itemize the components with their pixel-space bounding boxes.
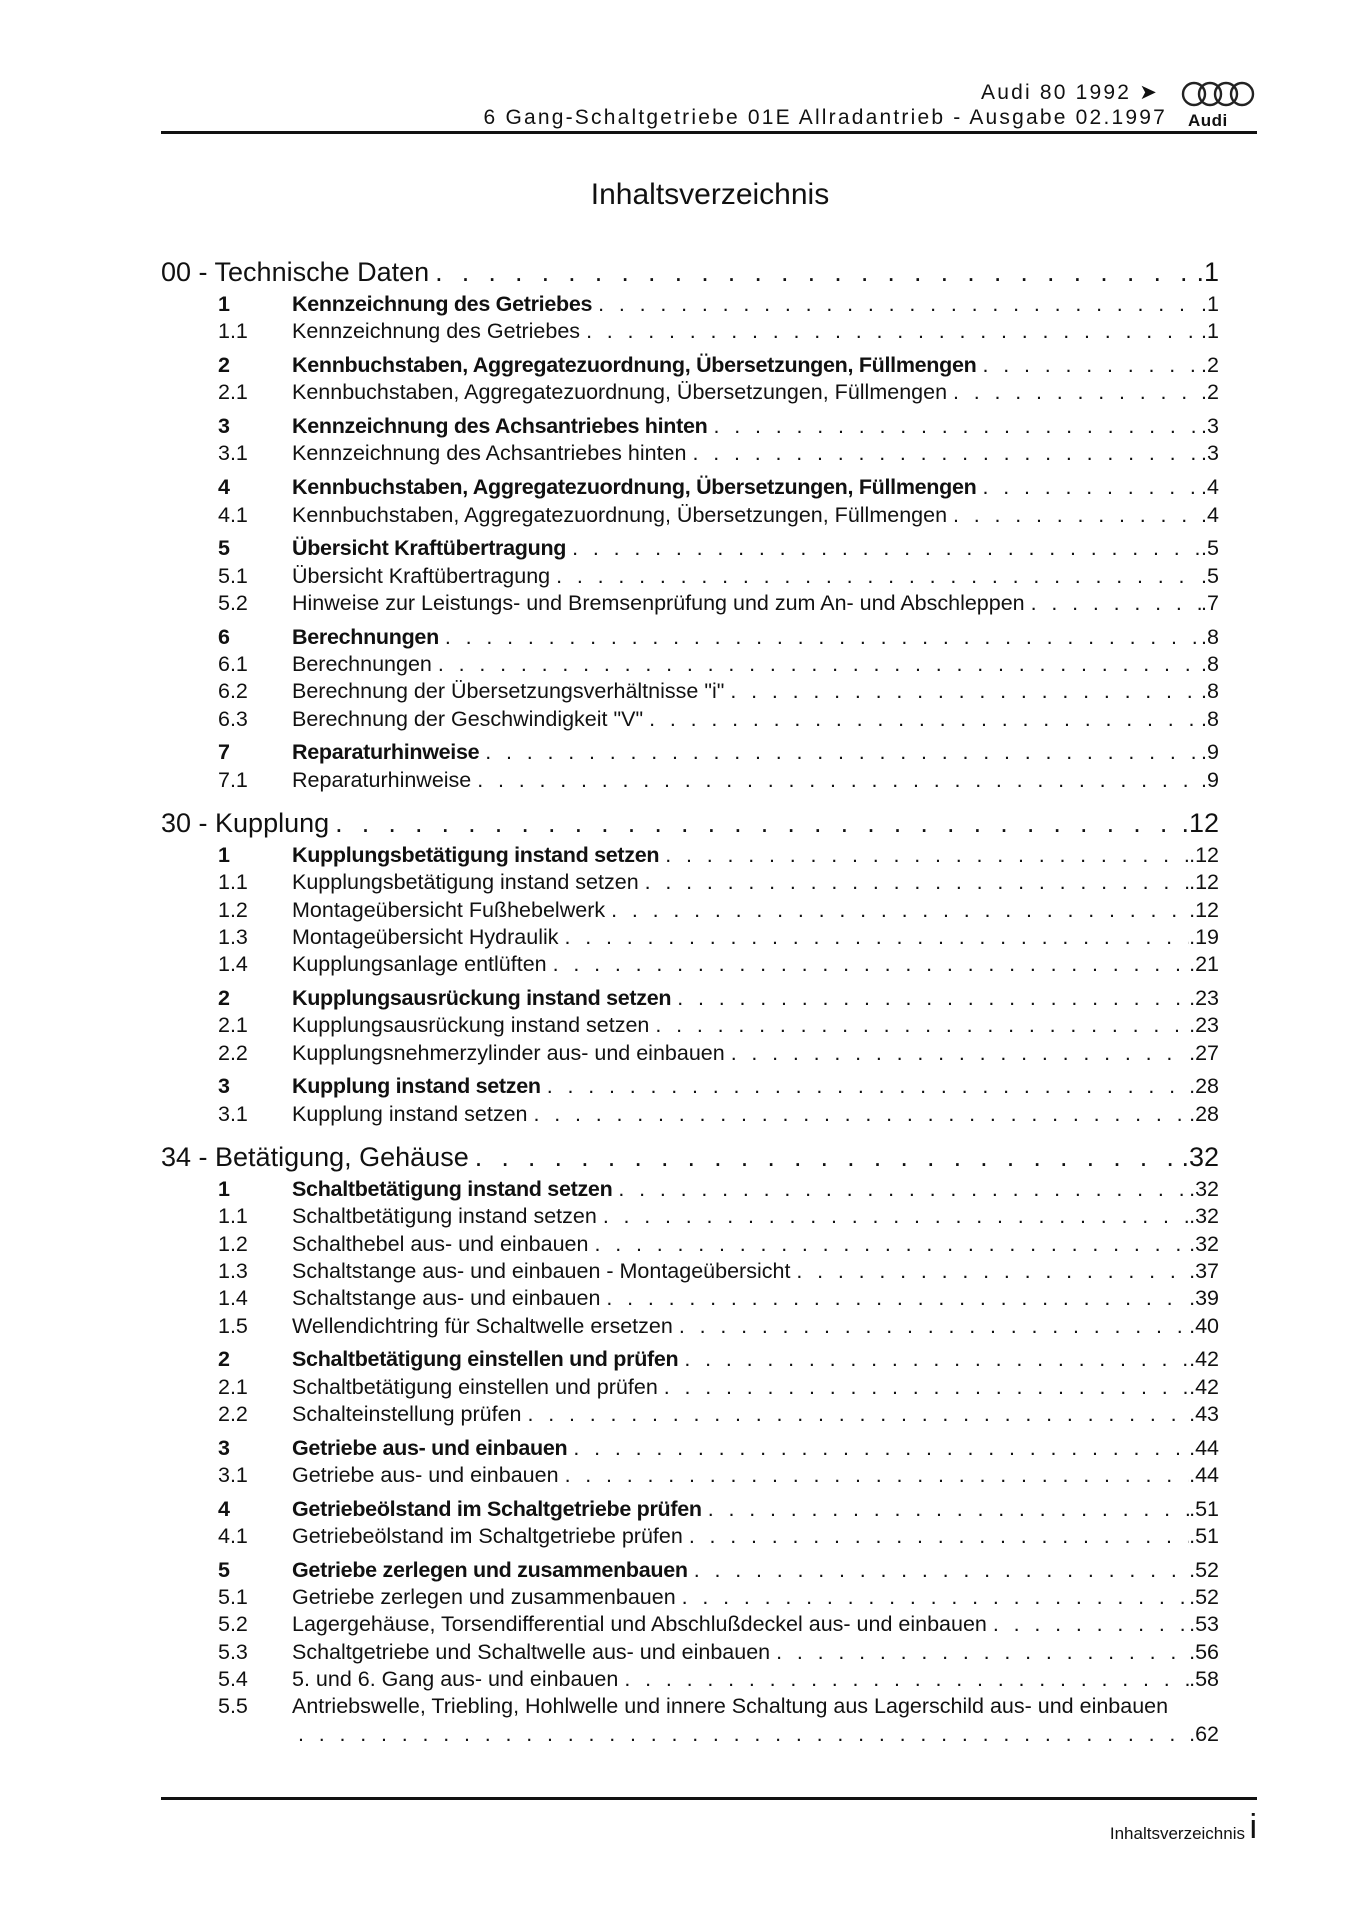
entry-number: 5.1 [218,1585,248,1610]
entry-number: 2 [218,353,230,378]
entry-page-number: . 32 [1189,1231,1219,1258]
dot-leader [580,318,1201,345]
toc-entry[interactable] [161,1040,1219,1067]
entry-number: 4.1 [218,1524,248,1549]
entry-number: 2 [218,986,230,1011]
dot-leader [429,254,1196,291]
entry-number: 3 [218,414,230,439]
toc-group [161,474,1219,529]
entry-page-number: . 5 [1201,563,1219,590]
toc-entry[interactable] [161,924,1219,951]
entry-number: 5.3 [218,1639,248,1664]
toc-entry[interactable] [161,1401,1219,1428]
entry-title: Wellendichtring für Schaltwelle ersetzen [292,1313,673,1338]
entry-number: 6.3 [218,706,248,731]
toc-entry[interactable] [161,590,1219,617]
entry-page-number: . 58 [1189,1666,1219,1693]
entry-title: Kupplung instand setzen [292,1074,541,1099]
entry-number: 1 [218,843,230,868]
footer-divider [161,1797,1257,1800]
toc-group [161,624,1219,733]
entry-title: Montageübersicht Hydraulik [292,924,559,949]
entry-title: Kennzeichnung des Getriebes [292,292,593,316]
entry-title: Getriebe zerlegen und zusammenbauen [292,1585,676,1610]
entry-number: 5.2 [218,590,248,615]
entry-page-number: . 40 [1189,1313,1219,1340]
entry-number: 3.1 [218,441,248,466]
entry-page-number: . 7 [1201,590,1219,617]
entry-title: Berechnungen [292,624,439,649]
entry-title: Antriebswelle, Triebling, Hohlwelle und innere Schaltung aus Lagerschild aus- und einbauen [292,1694,1169,1719]
dot-leader [987,1611,1189,1638]
toc-entry[interactable] [161,739,1219,766]
dot-leader [1025,590,1201,617]
toc-entry[interactable] [161,1231,1219,1258]
section-page-number: . 12 [1181,805,1219,842]
entry-title: Montageübersicht Fußhebelwerk [292,897,606,922]
entry-number: 1.1 [218,319,248,344]
entry-title: Kennzeichnung des Getriebes [292,319,581,344]
toc-entry-continuation[interactable] [161,1721,1219,1748]
entry-page-number: . 53 [1189,1611,1219,1638]
toc-group [161,1176,1219,1340]
entry-title: Reparaturhinweise [292,767,472,792]
entry-title: Übersicht Kraftübertragung [292,563,551,588]
entry-number: 3.1 [218,1462,248,1487]
dot-leader [550,563,1201,590]
entry-title: Reparaturhinweise [292,740,480,765]
entry-title: Berechnung der Übersetzungsverhältnisse "i" [292,679,725,704]
entry-number: 1.1 [218,870,248,895]
entry-page-number: . 1 [1201,318,1219,345]
toc-group [161,1557,1219,1748]
entry-number: 1.5 [218,1313,248,1338]
dot-leader [292,1721,1189,1748]
entry-title: Kennbuchstaben, Aggregatezuordnung, Übersetzungen, Füllmengen [292,502,948,527]
entry-page-number: . 28 [1189,1073,1219,1100]
entry-number: 3 [218,1435,230,1460]
toc-entry[interactable] [161,502,1219,529]
dot-leader [329,805,1181,842]
entry-page-number: . 44 [1189,1435,1219,1462]
entry-number: 1.2 [218,1231,248,1256]
toc-entry[interactable] [161,291,1219,318]
entry-title: Getriebeölstand im Schaltgetriebe prüfen [292,1524,683,1549]
entry-page-number: . 27 [1189,1040,1219,1067]
toc-entry[interactable] [161,1012,1219,1039]
dot-leader [673,1313,1189,1340]
dot-leader [639,869,1189,896]
toc-entry[interactable] [161,1462,1219,1489]
entry-page-number: . 62 [1189,1721,1219,1748]
section-title: 30 - Kupplung [161,808,330,839]
dot-leader [671,985,1189,1012]
entry-number: 5 [218,1557,230,1582]
entry-title: Kennzeichnung des Achsantriebes hinten [292,441,687,466]
entry-page-number: . 4 [1201,474,1219,501]
section-title: 00 - Technische Daten [161,257,430,287]
dot-leader [658,1374,1189,1401]
dot-leader [947,379,1201,406]
dot-leader [707,413,1201,440]
header-model: Audi 80 1992 ➤ [980,81,1159,104]
toc-entry[interactable] [161,440,1219,467]
entry-title: Kupplungsanlage entlüften [292,952,547,977]
entry-page-number: . 52 [1189,1557,1219,1584]
entry-page-number: . 51 [1189,1496,1219,1523]
toc-entry[interactable] [161,1101,1219,1128]
toc-entry[interactable] [161,985,1219,1012]
dot-leader [566,535,1201,562]
dot-leader [702,1496,1189,1523]
entry-page-number: . 32 [1189,1176,1219,1203]
entry-page-number: . 4 [1201,502,1219,529]
entry-page-number: . 28 [1189,1101,1219,1128]
toc-entry[interactable] [161,651,1219,678]
dot-leader [724,678,1201,705]
dot-leader [439,624,1201,651]
entry-number: 6.2 [218,679,248,704]
entry-title: Kupplungsnehmerzylinder aus- und einbauen [292,1040,725,1065]
toc-entry[interactable] [161,1203,1219,1230]
entry-number: 1.4 [218,952,248,977]
dot-leader [541,1073,1189,1100]
entry-page-number: . 12 [1189,897,1219,924]
entry-page-number: . 8 [1201,651,1219,678]
entry-title: Kennbuchstaben, Aggregatezuordnung, Übersetzungen, Füllmengen [292,353,977,378]
dot-leader [479,739,1201,766]
page-title: Inhaltsverzeichnis [590,178,830,211]
entry-title: Schaltbetätigung einstellen und prüfen [292,1347,679,1372]
entry-number: 2.1 [218,1013,248,1038]
toc-entry[interactable] [161,706,1219,733]
table-of-contents [161,254,1219,1748]
toc-entry[interactable] [161,624,1219,651]
entry-page-number: . 8 [1201,678,1219,705]
entry-title: Schaltbetätigung einstellen und prüfen [292,1374,658,1399]
entry-number: 1 [218,1177,230,1202]
section-page-number: . 1 [1196,254,1219,291]
entry-page-number: . 37 [1189,1258,1219,1285]
entry-title: Kennbuchstaben, Aggregatezuordnung, Übersetzungen, Füllmengen [292,380,948,405]
dot-leader [567,1435,1189,1462]
dot-leader [522,1401,1190,1428]
entry-page-number: . 3 [1201,440,1219,467]
toc-entry[interactable] [161,897,1219,924]
toc-entry[interactable] [161,1584,1219,1611]
entry-page-number: . 8 [1201,624,1219,651]
dot-leader [547,951,1189,978]
entry-number: 7 [218,740,230,765]
entry-number: 1.1 [218,1204,248,1229]
toc-entry[interactable] [161,1523,1219,1550]
toc-section-heading[interactable] [161,254,1219,291]
header-subtitle: 6 Gang-Schaltgetriebe 01E Allradantrieb - Ausgabe 02.1997 [483,106,1167,129]
dot-leader [770,1639,1189,1666]
toc-section-heading[interactable] [161,805,1219,842]
dot-leader [688,1557,1189,1584]
dot-leader [686,440,1201,467]
dot-leader [559,1462,1190,1489]
dot-leader [559,924,1190,951]
entry-number: 5 [218,536,230,561]
toc-entry[interactable] [161,1693,1219,1720]
entry-title: Schaltbetätigung instand setzen [292,1177,613,1202]
entry-number: 5.1 [218,563,248,588]
entry-title: Kennbuchstaben, Aggregatezuordnung, Übersetzungen, Füllmengen [292,475,977,500]
entry-number: 2 [218,1347,230,1372]
entry-page-number: . 1 [1201,291,1219,318]
entry-title: Getriebe aus- und einbauen [292,1435,568,1460]
entry-page-number: . 19 [1189,924,1219,951]
dot-leader [600,1285,1189,1312]
entry-number: 1.2 [218,897,248,922]
toc-entry[interactable] [161,1639,1219,1666]
entry-title: Hinweise zur Leistungs- und Bremsenprüfung und zum An- und Abschleppen [292,590,1025,615]
dot-leader [605,897,1189,924]
entry-page-number: . 44 [1189,1462,1219,1489]
dot-leader [676,1584,1189,1611]
section-page-number: . 32 [1181,1139,1219,1176]
toc-entry[interactable] [161,767,1219,794]
entry-title: Übersicht Kraftübertragung [292,536,567,561]
entry-page-number: . 51 [1189,1523,1219,1550]
entry-title: Schaltgetriebe und Schaltwelle aus- und einbauen [292,1639,771,1664]
dot-leader [976,352,1201,379]
entry-page-number: . 12 [1189,869,1219,896]
dot-leader [947,502,1201,529]
entry-number: 4.1 [218,502,248,527]
footer-label: Inhaltsverzeichnis [1109,1824,1245,1843]
toc-group [161,352,1219,407]
toc-entry[interactable] [161,379,1219,406]
toc-group [161,413,1219,468]
entry-number: 6 [218,624,230,649]
entry-title: Schalthebel aus- und einbauen [292,1231,589,1256]
dot-leader [597,1203,1189,1230]
toc-entry[interactable] [161,1258,1219,1285]
dot-leader [612,1176,1189,1203]
toc-entry[interactable] [161,1073,1219,1100]
entry-title: Getriebeölstand im Schaltgetriebe prüfen [292,1496,702,1521]
toc-entry[interactable] [161,951,1219,978]
toc-group [161,1346,1219,1428]
dot-leader [471,767,1201,794]
dot-leader [725,1040,1189,1067]
toc-entry[interactable] [161,1374,1219,1401]
toc-entry[interactable] [161,352,1219,379]
entry-number: 1 [218,292,230,316]
entry-number: 5.2 [218,1612,248,1637]
header-divider [161,131,1257,134]
toc-group [161,739,1219,794]
audi-logo-text: Audi [1188,111,1228,130]
entry-number: 1.3 [218,1258,248,1283]
entry-page-number: . 2 [1201,379,1219,406]
toc-group [161,1435,1219,1490]
toc-group [161,985,1219,1067]
toc-entry[interactable] [161,1557,1219,1584]
toc-group [161,535,1219,617]
toc-entry[interactable] [161,678,1219,705]
entry-title: Kupplungsausrückung instand setzen [292,986,672,1011]
entry-number: 7.1 [218,767,248,792]
entry-page-number: . 9 [1201,739,1219,766]
entry-title: Schaltstange aus- und einbauen [292,1286,601,1311]
dot-leader [683,1523,1189,1550]
entry-title: Getriebe zerlegen und zusammenbauen [292,1557,688,1582]
toc-section-heading[interactable] [161,1139,1219,1176]
toc-entry[interactable] [161,1666,1219,1693]
toc-group [161,1073,1219,1128]
dot-leader [588,1231,1189,1258]
entry-title: Kennzeichnung des Achsantriebes hinten [292,414,708,439]
dot-leader [469,1139,1182,1176]
entry-page-number: . 3 [1201,413,1219,440]
toc-entry[interactable] [161,1611,1219,1638]
dot-leader [976,474,1201,501]
entry-page-number: . 8 [1201,706,1219,733]
entry-number: 1.4 [218,1286,248,1311]
entry-page-number: . 39 [1189,1285,1219,1312]
toc-entry[interactable] [161,1346,1219,1373]
entry-title: Berechnung der Geschwindigkeit "V" [292,706,644,731]
dot-leader [678,1346,1189,1373]
toc-entry[interactable] [161,318,1219,345]
toc-entry[interactable] [161,474,1219,501]
toc-entry[interactable] [161,1176,1219,1203]
dot-leader [527,1101,1189,1128]
entry-page-number: . 21 [1189,951,1219,978]
entry-title: Schalteinstellung prüfen [292,1401,522,1426]
dot-leader [432,651,1201,678]
dot-leader [649,1012,1189,1039]
entry-page-number: . 42 [1189,1374,1219,1401]
dot-leader [659,842,1189,869]
entry-title: Getriebe aus- und einbauen [292,1462,559,1487]
entry-number: 4 [218,1496,230,1521]
footer-page-marker: i [1249,1808,1257,1846]
entry-title: Schaltbetätigung instand setzen [292,1204,597,1229]
entry-title: Kupplung instand setzen [292,1101,528,1126]
entry-number: 3 [218,1074,230,1099]
entry-page-number: . 43 [1189,1401,1219,1428]
entry-title: Kupplungsbetätigung instand setzen [292,843,660,868]
entry-title: Kupplungsbetätigung instand setzen [292,870,639,895]
entry-title: Kupplungsausrückung instand setzen [292,1013,650,1038]
toc-group [161,842,1219,978]
entry-number: 4 [218,475,230,500]
entry-number: 2.1 [218,1374,248,1399]
entry-title: 5. und 6. Gang aus- und einbauen [292,1667,619,1692]
entry-page-number: . 12 [1189,842,1219,869]
entry-page-number: . 23 [1189,1012,1219,1039]
toc-entry[interactable] [161,1313,1219,1340]
toc-entry[interactable] [161,1435,1219,1462]
toc-entry[interactable] [161,842,1219,869]
entry-title: Lagergehäuse, Torsendifferential und Abschlußdeckel aus- und einbauen [292,1612,987,1637]
dot-leader [592,291,1201,318]
toc-entry[interactable] [161,869,1219,896]
entry-page-number: . 9 [1201,767,1219,794]
dot-leader [618,1666,1189,1693]
section-title: 34 - Betätigung, Gehäuse [161,1142,469,1173]
entry-number: 2.1 [218,380,248,405]
entry-number: 5.5 [218,1694,248,1719]
entry-number: 6.1 [218,652,248,677]
toc-group [161,1496,1219,1551]
entry-number: 2.2 [218,1401,248,1426]
toc-entry[interactable] [161,413,1219,440]
toc-entry[interactable] [161,563,1219,590]
entry-page-number: . 52 [1189,1584,1219,1611]
entry-page-number: . 5 [1201,535,1219,562]
entry-page-number: . 42 [1189,1346,1219,1373]
entry-number: 3.1 [218,1101,248,1126]
entry-title: Berechnungen [292,652,432,677]
entry-page-number: . 32 [1189,1203,1219,1230]
entry-title: Schaltstange aus- und einbauen - Montageübersicht [292,1258,791,1283]
toc-group [161,291,1219,346]
toc-entry[interactable] [161,535,1219,562]
entry-number: 1.3 [218,924,248,949]
toc-entry[interactable] [161,1496,1219,1523]
entry-page-number: . 56 [1189,1639,1219,1666]
entry-number: 2.2 [218,1040,248,1065]
entry-page-number: . 23 [1189,985,1219,1012]
toc-entry[interactable] [161,1285,1219,1312]
entry-number: 5.4 [218,1667,248,1692]
entry-page-number: . 2 [1201,352,1219,379]
dot-leader [790,1258,1189,1285]
dot-leader [643,706,1201,733]
